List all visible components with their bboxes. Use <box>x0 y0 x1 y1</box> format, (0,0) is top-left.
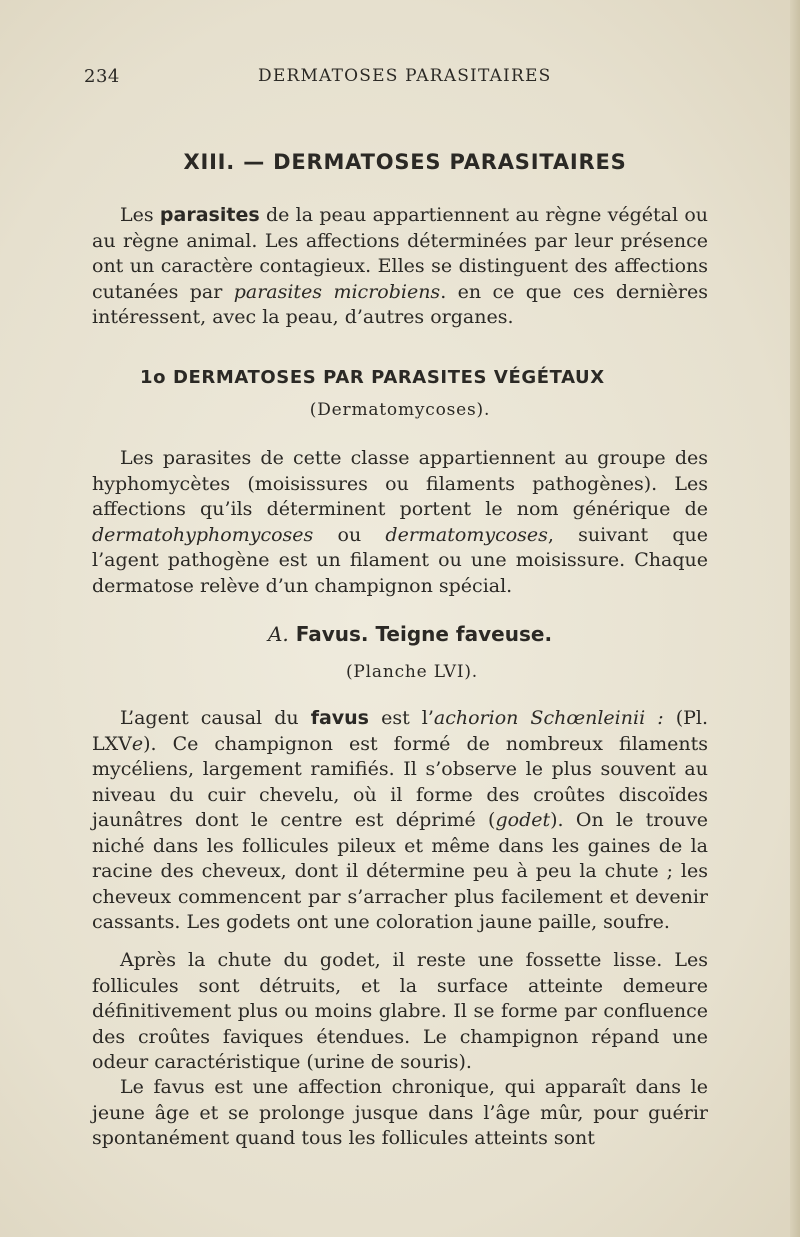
intro-paragraph: Les parasites de la peau appartiennent au règne végétal ou au règne animal. Les affections déterminées par leur présence ont un caractère contagieux. Elles se distinguent des affections cutanées par parasites microbiens. en ce que ces dernières intéressent, avec la peau, d’autres organes. <box>92 204 708 328</box>
favus-paragraph-3: Le favus est une affection chronique, qui apparaît dans le jeune âge et se prolonge jusque dans l’âge mûr, pour guérir spontanément quand tous les follicules atteints sont <box>92 1076 708 1149</box>
bold-term-parasites: parasites <box>159 204 260 226</box>
section-title: 1o DERMATOSES PAR PARASITES VÉGÉTAUX <box>140 367 605 388</box>
favus-paragraph-2: Après la chute du godet, il reste une fossette lisse. Les follicules sont détruits, et la surface atteinte demeure définitivement plus ou moins glabre. Il se forme par confluence des croûtes faviques étendues. Le champignon répand une odeur caractéristique (urine de souris). <box>92 949 708 1073</box>
italic-term: parasites microbiens <box>233 280 441 303</box>
page-number: 234 <box>84 66 120 87</box>
favus-subtitle: (Planche LVI). <box>345 662 479 682</box>
chapter-title: XIII. — DERMATOSES PARASITAIRES <box>183 150 627 174</box>
running-head <box>0 66 800 90</box>
favus-title: A. Favus. Teigne faveuse. <box>267 622 553 646</box>
section-subtitle: (Dermatomycoses). <box>309 400 491 420</box>
section-paragraph: Les parasites de cette classe appartiennent au groupe des hyphomycètes (moisissures ou filaments pathogènes). Les affections qu’ils déterminent portent le nom générique de dermatohyphomycoses ou dermatomycoses, suivant que l’agent pathogène est un filament ou une moisissure. Chaque dermatose relève d’un champignon spécial. <box>92 447 709 597</box>
running-title: DERMATOSES PARASITAIRES <box>258 66 552 86</box>
favus-paragraph-1: L’agent causal du favus est l’achorion Schœnleinii : (Pl. LXVe). Ce champignon est formé de nombreux filaments mycéliens, largement ramifiés. Il s’observe le plus souvent au niveau du cuir chevelu, où il forme des croûtes discoïdes jaunâtres dont le centre est déprimé (godet). On le trouve niché dans les follicules pileux et même dans les gaines de la racine des cheveux, dont il détermine peu à peu la chute ; les cheveux commencent par s’arracher plus facilement et devenir cassants. Les godets ont une coloration jaune paille, soufre. <box>92 707 709 933</box>
page-edge <box>790 0 800 1237</box>
